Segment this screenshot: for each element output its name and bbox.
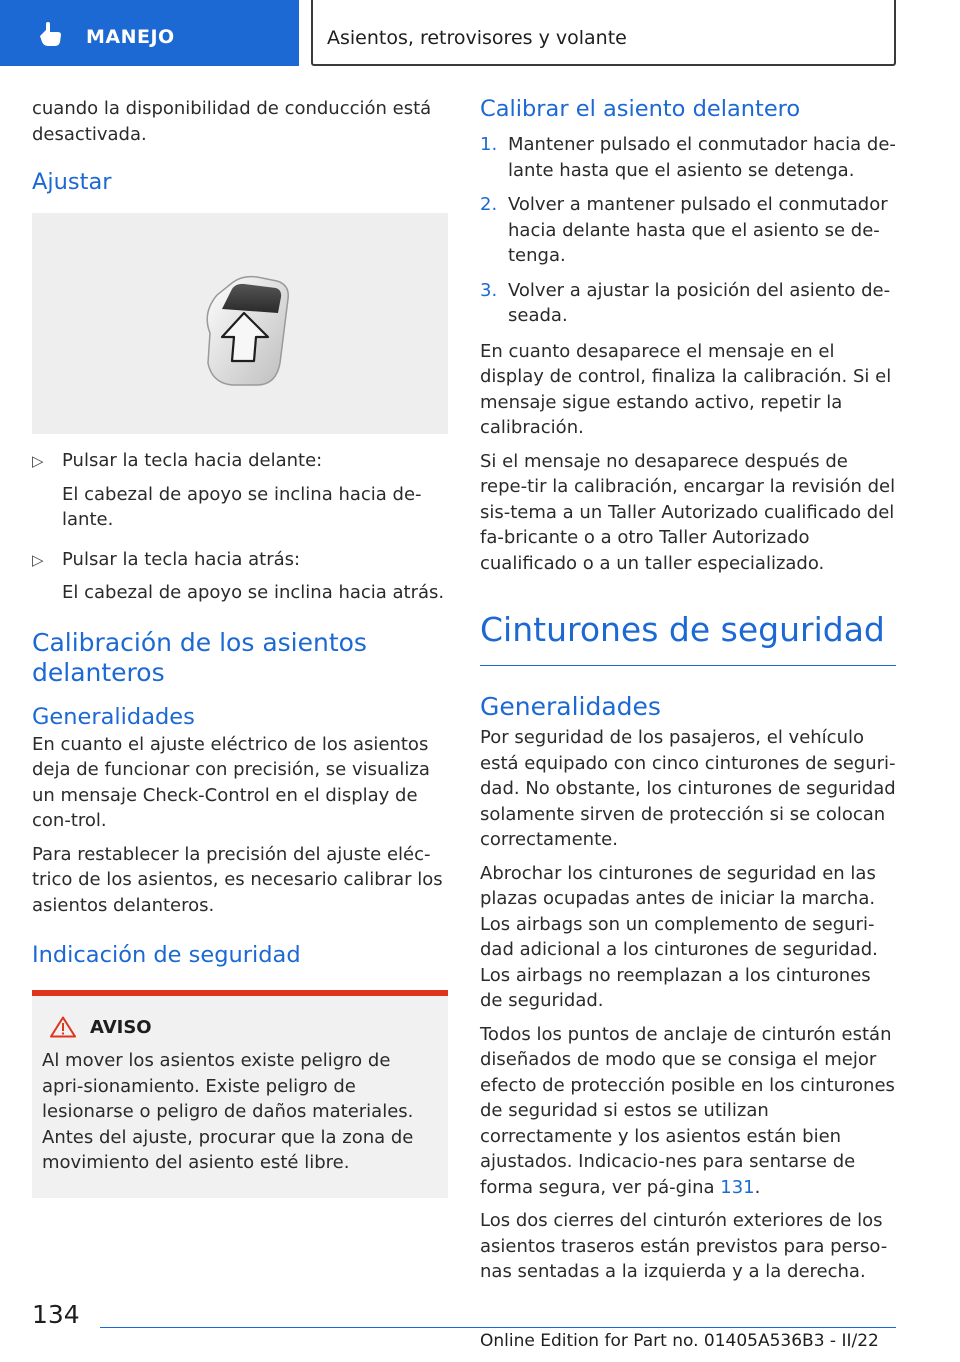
intro-paragraph: cuando la disponibilidad de conducción está desactivada. — [32, 98, 432, 145]
triangle-bullet-icon: ▷ — [32, 452, 44, 470]
ajustar-heading: Ajustar — [32, 169, 112, 195]
list-item — [480, 278, 896, 329]
page-number: 134 — [32, 1300, 80, 1329]
chapter-tab[interactable] — [0, 0, 299, 66]
step-number: 2. — [480, 194, 498, 215]
bullet-sub-text: El cabezal de apoyo se inclina hacia de-lante. — [62, 483, 422, 530]
page-reference-link[interactable]: 131 — [720, 1176, 755, 1198]
steering-hand-icon — [36, 20, 64, 48]
paragraph-text: . — [754, 1176, 761, 1198]
step-text: Volver a ajustar la posición del asiento de-seada. — [508, 279, 891, 326]
warning-header — [42, 1016, 434, 1038]
section-tab[interactable] — [311, 0, 896, 66]
list-item — [480, 132, 896, 183]
seatbelts-heading: Cinturones de seguridad — [480, 610, 885, 649]
calibration-steps — [480, 132, 896, 329]
seatbelts-paragraph-3 — [480, 1022, 896, 1201]
safety-heading: Indicación de seguridad — [32, 942, 301, 968]
list-item — [480, 192, 896, 269]
calibration-paragraph-1: En cuanto desaparece el mensaje en el display de control, finaliza la calibración. Si el mensaje sigue estando activo, repetir la calibración. — [480, 340, 892, 438]
seatbelts-general-heading: Generalidades — [480, 692, 661, 721]
list-item — [32, 547, 448, 606]
general-heading: Generalidades — [32, 703, 195, 730]
general-paragraph-2: Para restablecer la precisión del ajuste eléc-trico de los asientos, es necesario calibrar los asientos delanteros. — [32, 843, 443, 916]
list-item — [32, 448, 448, 533]
adjust-instructions — [32, 448, 448, 606]
warning-label: AVISO — [90, 1016, 152, 1038]
footer-divider — [100, 1327, 896, 1328]
step-number: 3. — [480, 279, 498, 301]
general-paragraph-1: En cuanto el ajuste eléctrico de los asientos deja de funcionar con precisión, se visualiza un mensaje Check-Control en el display de con-trol. — [32, 733, 430, 831]
step-number: 1. — [480, 134, 498, 155]
calibration-heading: Calibración de los asientos delanteros — [32, 627, 367, 687]
headrest-tilt-switch-illustration-icon — [32, 213, 448, 434]
triangle-bullet-icon: ▷ — [32, 550, 44, 569]
seatbelts-paragraph-4: Los dos cierres del cinturón exteriores de los asientos traseros están previstos para perso-nas sentadas a la izquierda y a la derecha. — [480, 1210, 888, 1282]
headrest-switch-figure — [32, 213, 448, 434]
left-column — [32, 96, 448, 1198]
section-label: Asientos, retrovisores y volante — [327, 27, 627, 49]
bullet-main-text: Pulsar la tecla hacia atrás: — [62, 548, 301, 570]
chapter-label: MANEJO — [86, 26, 175, 48]
warning-box — [32, 990, 448, 1198]
calibrate-seat-heading: Calibrar el asiento delantero — [480, 96, 801, 122]
heading-divider — [480, 665, 896, 666]
seatbelts-paragraph-1: Por seguridad de los pasajeros, el vehículo está equipado con cinco cinturones de seguri-dad. No obstante, los cinturones de seguridad solamente sirven de protección si se colocan correctamente. — [480, 727, 896, 850]
bullet-main-text: Pulsar la tecla hacia delante: — [62, 450, 323, 471]
warning-triangle-icon — [50, 1016, 76, 1038]
warning-text: Al mover los asientos existe peligro de apri-sionamiento. Existe peligro de lesionarse o peligro de daños materiales. Antes del ajuste, procurar que la zona de movimiento del asiento esté libre. — [42, 1050, 414, 1173]
right-column — [480, 96, 896, 1293]
seatbelts-paragraph-2: Abrochar los cinturones de seguridad en las plazas ocupadas antes de iniciar la marcha. Los airbags son un complemento de seguri-dad adicional a los cinturones de seguridad. Los airbags no reemplazan a los cinturones de seguridad. — [480, 862, 878, 1011]
page-header — [0, 0, 960, 66]
bullet-sub-text: El cabezal de apoyo se inclina hacia atrás. — [62, 582, 445, 603]
calibration-paragraph-2: Si el mensaje no desaparece después de repe-tir la calibración, encargar la revisión del sis-tema a un Taller Autorizado cualificado del fa-bricante o a otro Taller Autorizado cualificado o a un taller especializado. — [480, 450, 896, 574]
paragraph-text: Todos los puntos de anclaje de cinturón están diseñados de modo que se consiga el mejor efecto de protección posible en los cinturones de seguridad si estos se utilizan correctamente y los asientos están bien ajustados. Indicacio-nes para sentarse de forma segura, ver pá-gina — [480, 1023, 895, 1198]
step-text: Volver a mantener pulsado el conmutador hacia delante hasta que el asiento se de-tenga. — [508, 194, 888, 266]
step-text: Mantener pulsado el conmutador hacia de-lante hasta que el asiento se detenga. — [508, 134, 896, 181]
edition-note: Online Edition for Part no. 01405A536B3 - II/22 — [480, 1331, 879, 1351]
